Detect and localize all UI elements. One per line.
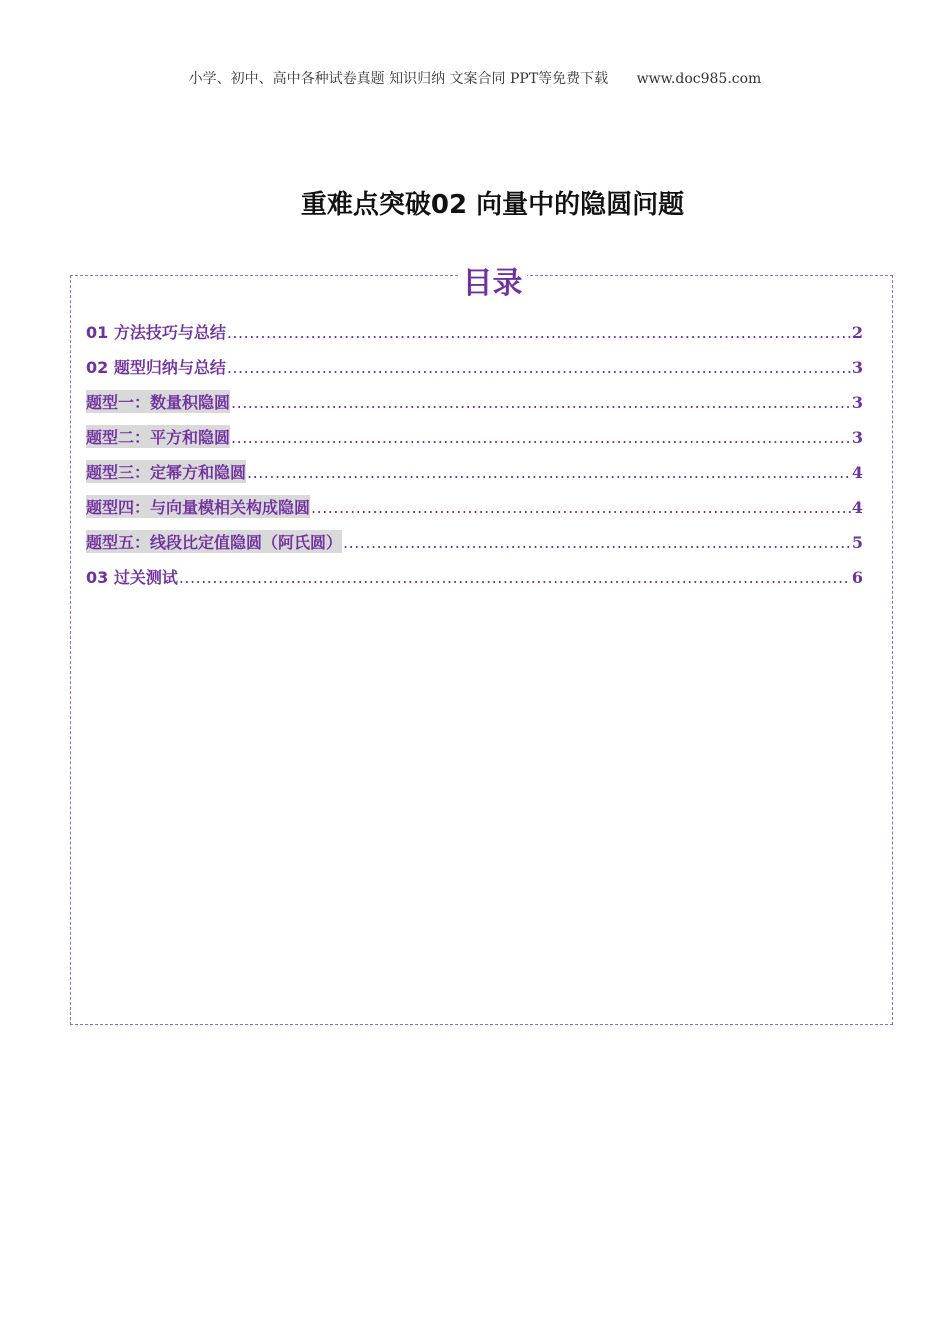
toc-leader-dots — [227, 323, 851, 342]
toc-entry-label[interactable]: 题型三：定幂方和隐圆 — [86, 460, 246, 483]
toc-entry-page[interactable]: 5 — [851, 533, 863, 552]
toc-entry[interactable] — [86, 460, 863, 495]
toc-entry-label[interactable]: 题型二：平方和隐圆 — [86, 425, 230, 448]
toc-entry-page[interactable]: 4 — [851, 498, 863, 517]
toc-entry[interactable] — [86, 320, 863, 355]
toc-list — [86, 320, 863, 600]
toc-entry-page[interactable]: 2 — [851, 323, 863, 342]
toc-entry[interactable] — [86, 355, 863, 390]
toc-entry-page[interactable]: 3 — [851, 393, 863, 412]
toc-entry-page[interactable]: 6 — [851, 568, 863, 587]
toc-leader-dots — [247, 463, 851, 482]
toc-leader-dots — [343, 533, 851, 552]
toc-leader-dots — [231, 428, 851, 447]
toc-leader-dots — [311, 498, 851, 517]
toc-entry[interactable] — [86, 390, 863, 425]
header-text: 小学、初中、高中各种试卷真题 知识归纳 文案合同 PPT等免费下载 — [188, 71, 609, 87]
toc-heading — [0, 258, 950, 302]
toc-heading-text: 目录 — [459, 266, 527, 301]
toc-entry-label[interactable]: 03 过关测试 — [86, 568, 178, 587]
document-title: 重难点突破02 向量中的隐圆问题 — [300, 190, 685, 220]
toc-entry-label[interactable]: 题型一：数量积隐圆 — [86, 390, 230, 413]
toc-entry-label[interactable]: 题型五：线段比定值隐圆（阿氏圆） — [86, 530, 342, 553]
toc-entry-page[interactable]: 3 — [851, 358, 863, 377]
toc-entry-page[interactable]: 4 — [851, 463, 863, 482]
toc-entry-label[interactable]: 02 题型归纳与总结 — [86, 358, 226, 377]
toc-leader-dots — [231, 393, 851, 412]
toc-entry[interactable] — [86, 565, 863, 600]
toc-entry[interactable] — [86, 495, 863, 530]
header-site-link[interactable]: www.doc985.com — [636, 71, 762, 87]
page-header — [0, 68, 950, 88]
toc-entry-page[interactable]: 3 — [851, 428, 863, 447]
toc-entry[interactable] — [86, 425, 863, 460]
toc-leader-dots — [179, 568, 851, 587]
toc-entry[interactable] — [86, 530, 863, 565]
toc-entry-label[interactable]: 题型四：与向量模相关构成隐圆 — [86, 495, 310, 518]
toc-leader-dots — [227, 358, 851, 377]
toc-entry-label[interactable]: 01 方法技巧与总结 — [86, 323, 226, 342]
